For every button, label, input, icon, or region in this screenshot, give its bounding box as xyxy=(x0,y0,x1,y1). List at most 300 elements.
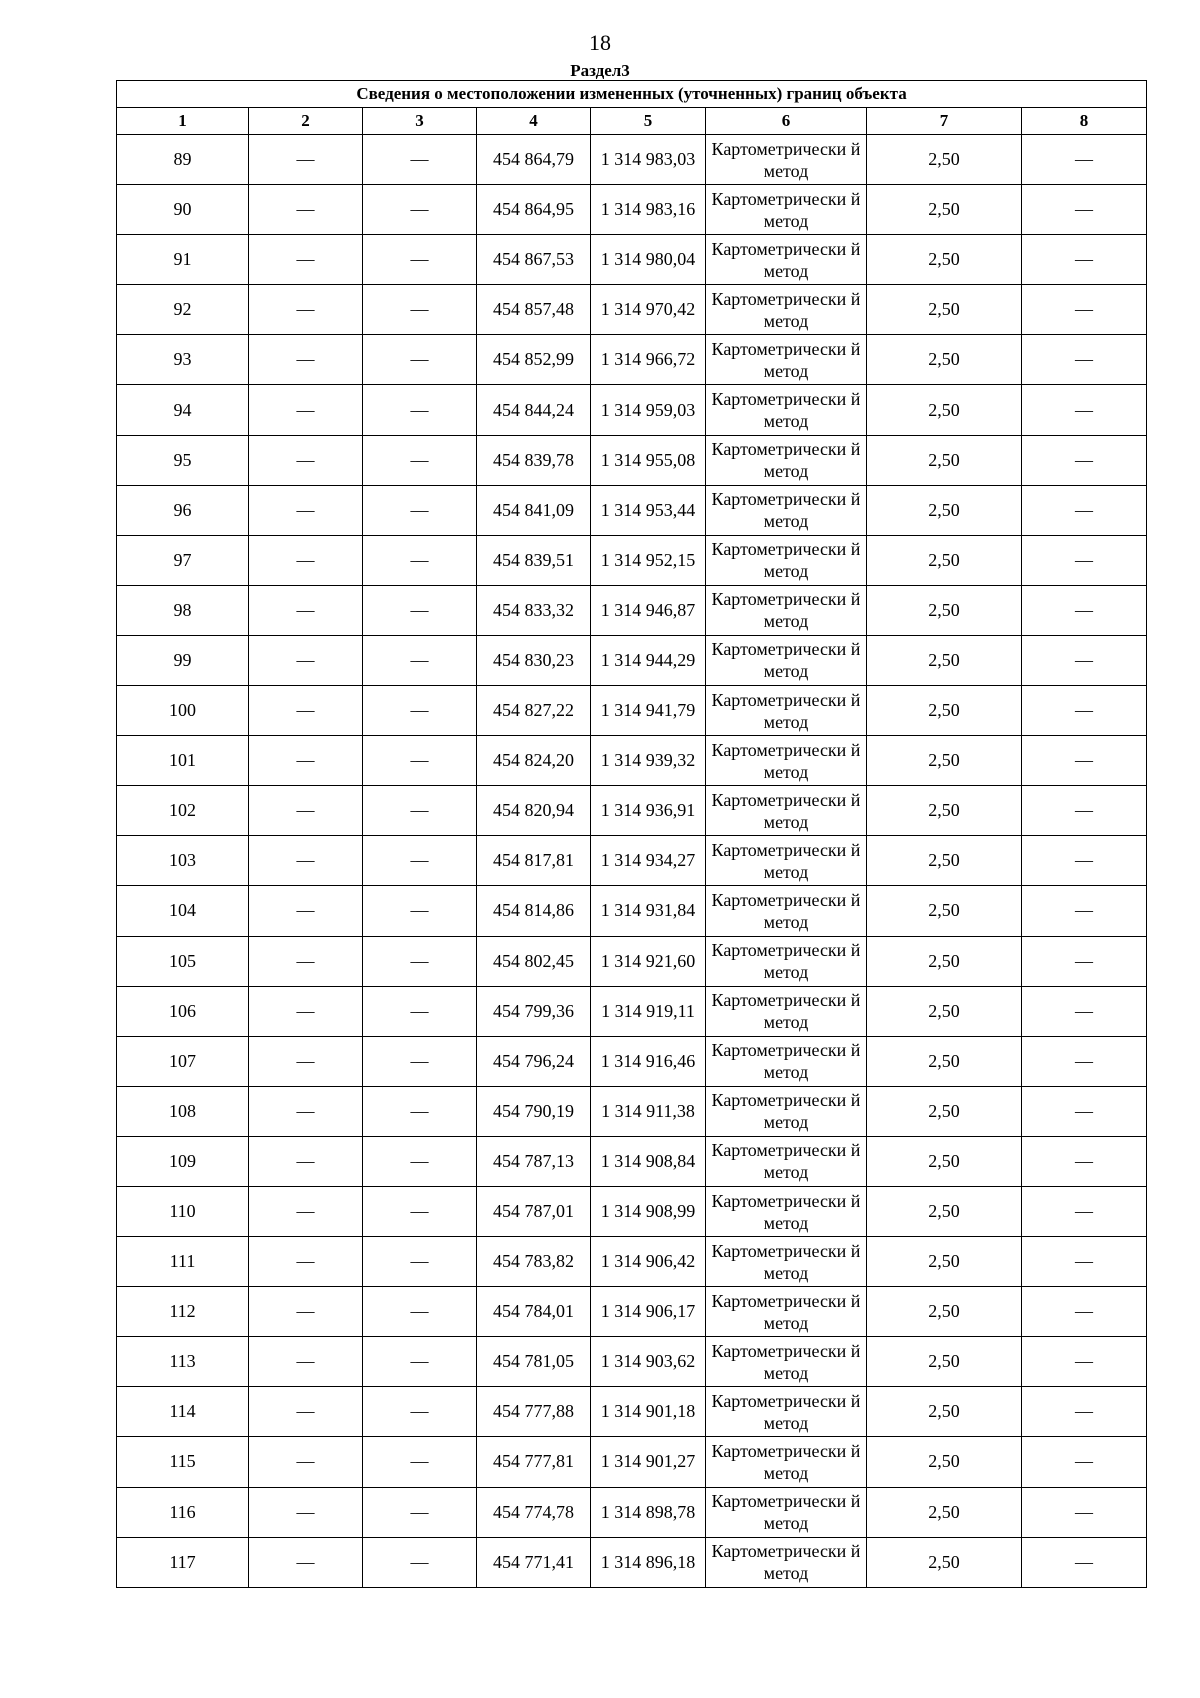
y-coordinate-cell xyxy=(591,1537,706,1587)
y-coordinate-text: 1 314 901,27 xyxy=(600,1451,696,1472)
empty-value-cell xyxy=(363,986,477,1036)
y-coordinate-text: 1 314 939,32 xyxy=(600,750,696,771)
y-coordinate-text: 1 314 936,91 xyxy=(600,800,696,821)
empty-value-text: — xyxy=(296,149,315,170)
y-coordinate-cell xyxy=(591,285,706,335)
x-coordinate-text: 454 857,48 xyxy=(493,299,574,320)
empty-value-text: — xyxy=(296,1100,315,1121)
empty-value-text: — xyxy=(296,750,315,771)
y-coordinate-cell xyxy=(591,1337,706,1387)
accuracy-cell xyxy=(867,786,1022,836)
y-coordinate-text: 1 314 919,11 xyxy=(601,1000,695,1021)
boundary-table xyxy=(116,80,1147,1588)
point-number-cell xyxy=(117,285,249,335)
table-title: Сведения о местоположении измененных (уточненных) границ объекта xyxy=(117,81,1147,108)
empty-value-text: — xyxy=(1075,700,1094,721)
empty-value-text: — xyxy=(1075,599,1094,620)
empty-value-text: — xyxy=(1075,349,1094,370)
empty-value-text: — xyxy=(296,449,315,470)
accuracy-cell xyxy=(867,1337,1022,1387)
empty-value-text: — xyxy=(296,1150,315,1171)
empty-value-cell xyxy=(363,1387,477,1437)
accuracy-cell xyxy=(867,1086,1022,1136)
empty-value-text: — xyxy=(1075,850,1094,871)
empty-value-text: — xyxy=(1075,1251,1094,1272)
empty-value-text: — xyxy=(1075,499,1094,520)
empty-value-cell xyxy=(249,1487,363,1537)
table-row xyxy=(117,1337,1147,1387)
method-text: Картометрически й метод xyxy=(711,739,861,782)
table-row xyxy=(117,535,1147,585)
empty-value-cell xyxy=(249,1186,363,1236)
empty-value-text: — xyxy=(1075,1451,1094,1472)
x-coordinate-cell xyxy=(477,836,591,886)
method-text: Картометрически й метод xyxy=(711,1140,861,1183)
point-number-text: 98 xyxy=(173,599,192,620)
empty-value-text: — xyxy=(296,199,315,220)
empty-value-cell xyxy=(1022,736,1147,786)
method-cell xyxy=(706,135,867,185)
accuracy-cell xyxy=(867,1136,1022,1186)
empty-value-text: — xyxy=(1075,149,1094,170)
y-coordinate-text: 1 314 946,87 xyxy=(600,599,696,620)
x-coordinate-cell xyxy=(477,736,591,786)
empty-value-cell xyxy=(1022,986,1147,1036)
accuracy-text: 2,50 xyxy=(928,299,960,320)
accuracy-cell xyxy=(867,1036,1022,1086)
point-number-cell xyxy=(117,986,249,1036)
accuracy-text: 2,50 xyxy=(928,349,960,370)
method-text: Картометрически й метод xyxy=(711,539,861,582)
column-header: 6 xyxy=(706,108,867,135)
empty-value-text: — xyxy=(296,850,315,871)
empty-value-text: — xyxy=(1075,1301,1094,1322)
empty-value-text: — xyxy=(1075,1050,1094,1071)
empty-value-cell xyxy=(249,635,363,685)
point-number-cell xyxy=(117,736,249,786)
empty-value-text: — xyxy=(410,950,429,971)
table-row xyxy=(117,1237,1147,1287)
empty-value-text: — xyxy=(296,1551,315,1572)
empty-value-cell xyxy=(249,235,363,285)
empty-value-cell xyxy=(363,285,477,335)
empty-value-cell xyxy=(363,1287,477,1337)
empty-value-text: — xyxy=(410,800,429,821)
method-cell xyxy=(706,886,867,936)
empty-value-cell xyxy=(1022,1387,1147,1437)
accuracy-cell xyxy=(867,1387,1022,1437)
table-row xyxy=(117,786,1147,836)
y-coordinate-cell xyxy=(591,936,706,986)
y-coordinate-cell xyxy=(591,1237,706,1287)
empty-value-text: — xyxy=(296,1201,315,1222)
empty-value-text: — xyxy=(1075,1201,1094,1222)
y-coordinate-text: 1 314 921,60 xyxy=(600,950,696,971)
y-coordinate-text: 1 314 896,18 xyxy=(600,1551,696,1572)
method-text: Картометрически й метод xyxy=(711,1040,861,1083)
x-coordinate-cell xyxy=(477,686,591,736)
x-coordinate-cell xyxy=(477,185,591,235)
point-number-cell xyxy=(117,1437,249,1487)
x-coordinate-text: 454 774,78 xyxy=(493,1501,574,1522)
table-row xyxy=(117,1437,1147,1487)
accuracy-text: 2,50 xyxy=(928,649,960,670)
method-cell xyxy=(706,1036,867,1086)
empty-value-cell xyxy=(363,1086,477,1136)
empty-value-text: — xyxy=(410,399,429,420)
x-coordinate-text: 454 852,99 xyxy=(493,349,574,370)
method-text: Картометрически й метод xyxy=(711,389,861,432)
empty-value-cell xyxy=(1022,385,1147,435)
accuracy-cell xyxy=(867,185,1022,235)
x-coordinate-cell xyxy=(477,1186,591,1236)
method-cell xyxy=(706,585,867,635)
point-number-cell xyxy=(117,235,249,285)
point-number-cell xyxy=(117,535,249,585)
accuracy-cell xyxy=(867,385,1022,435)
empty-value-cell xyxy=(249,736,363,786)
empty-value-cell xyxy=(363,135,477,185)
accuracy-text: 2,50 xyxy=(928,950,960,971)
y-coordinate-cell xyxy=(591,235,706,285)
point-number-cell xyxy=(117,585,249,635)
table-row xyxy=(117,1287,1147,1337)
y-coordinate-text: 1 314 959,03 xyxy=(600,399,696,420)
y-coordinate-text: 1 314 983,16 xyxy=(600,199,696,220)
y-coordinate-cell xyxy=(591,185,706,235)
empty-value-cell xyxy=(249,936,363,986)
accuracy-cell xyxy=(867,886,1022,936)
empty-value-text: — xyxy=(1075,800,1094,821)
y-coordinate-cell xyxy=(591,435,706,485)
empty-value-text: — xyxy=(296,1050,315,1071)
y-coordinate-cell xyxy=(591,1086,706,1136)
table-row xyxy=(117,1387,1147,1437)
table-row xyxy=(117,936,1147,986)
point-number-text: 94 xyxy=(173,399,192,420)
table-row xyxy=(117,185,1147,235)
method-cell xyxy=(706,485,867,535)
table-row xyxy=(117,736,1147,786)
accuracy-text: 2,50 xyxy=(928,1401,960,1422)
point-number-cell xyxy=(117,1186,249,1236)
method-cell xyxy=(706,1537,867,1587)
point-number-cell xyxy=(117,185,249,235)
y-coordinate-text: 1 314 983,03 xyxy=(600,149,696,170)
method-text: Картометрически й метод xyxy=(711,839,861,882)
y-coordinate-cell xyxy=(591,1136,706,1186)
accuracy-text: 2,50 xyxy=(928,700,960,721)
method-cell xyxy=(706,786,867,836)
empty-value-cell xyxy=(363,1337,477,1387)
empty-value-cell xyxy=(363,1437,477,1487)
y-coordinate-cell xyxy=(591,986,706,1036)
y-coordinate-cell xyxy=(591,886,706,936)
x-coordinate-text: 454 820,94 xyxy=(493,800,574,821)
y-coordinate-cell xyxy=(591,485,706,535)
empty-value-text: — xyxy=(410,1351,429,1372)
point-number-text: 112 xyxy=(169,1301,196,1322)
method-cell xyxy=(706,1136,867,1186)
point-number-text: 99 xyxy=(173,649,192,670)
x-coordinate-text: 454 790,19 xyxy=(493,1100,574,1121)
method-cell xyxy=(706,235,867,285)
accuracy-cell xyxy=(867,535,1022,585)
empty-value-cell xyxy=(249,1337,363,1387)
x-coordinate-text: 454 802,45 xyxy=(493,950,574,971)
x-coordinate-cell xyxy=(477,1487,591,1537)
empty-value-cell xyxy=(363,686,477,736)
empty-value-cell xyxy=(1022,335,1147,385)
empty-value-cell xyxy=(249,385,363,435)
empty-value-text: — xyxy=(1075,449,1094,470)
empty-value-cell xyxy=(363,1186,477,1236)
empty-value-text: — xyxy=(410,900,429,921)
y-coordinate-text: 1 314 955,08 xyxy=(600,449,696,470)
empty-value-text: — xyxy=(1075,950,1094,971)
x-coordinate-cell xyxy=(477,936,591,986)
x-coordinate-text: 454 839,78 xyxy=(493,449,574,470)
accuracy-text: 2,50 xyxy=(928,449,960,470)
empty-value-text: — xyxy=(410,1201,429,1222)
empty-value-text: — xyxy=(296,950,315,971)
point-number-text: 109 xyxy=(169,1150,196,1171)
empty-value-cell xyxy=(363,185,477,235)
accuracy-text: 2,50 xyxy=(928,1451,960,1472)
x-coordinate-cell xyxy=(477,635,591,685)
page-number: 18 xyxy=(589,30,611,55)
column-header: 7 xyxy=(867,108,1022,135)
empty-value-cell xyxy=(363,635,477,685)
accuracy-cell xyxy=(867,135,1022,185)
y-coordinate-text: 1 314 952,15 xyxy=(600,549,696,570)
point-number-cell xyxy=(117,435,249,485)
method-text: Картометрически й метод xyxy=(711,138,861,181)
table-body xyxy=(117,81,1147,1588)
x-coordinate-cell xyxy=(477,886,591,936)
table-row xyxy=(117,435,1147,485)
y-coordinate-text: 1 314 898,78 xyxy=(600,1501,696,1522)
empty-value-cell xyxy=(363,1036,477,1086)
accuracy-text: 2,50 xyxy=(928,499,960,520)
y-coordinate-cell xyxy=(591,1487,706,1537)
point-number-text: 115 xyxy=(169,1451,196,1472)
accuracy-text: 2,50 xyxy=(928,1251,960,1272)
empty-value-cell xyxy=(249,135,363,185)
section-label: Раздел3 xyxy=(570,61,630,80)
x-coordinate-text: 454 783,82 xyxy=(493,1251,574,1272)
empty-value-cell xyxy=(1022,485,1147,535)
empty-value-cell xyxy=(1022,786,1147,836)
y-coordinate-text: 1 314 906,17 xyxy=(600,1301,696,1322)
empty-value-cell xyxy=(363,836,477,886)
point-number-text: 89 xyxy=(173,149,192,170)
y-coordinate-text: 1 314 908,99 xyxy=(600,1201,696,1222)
y-coordinate-cell xyxy=(591,535,706,585)
empty-value-text: — xyxy=(296,299,315,320)
empty-value-cell xyxy=(1022,235,1147,285)
point-number-cell xyxy=(117,1337,249,1387)
column-header: 4 xyxy=(477,108,591,135)
point-number-text: 113 xyxy=(169,1351,196,1372)
empty-value-text: — xyxy=(410,199,429,220)
empty-value-text: — xyxy=(296,549,315,570)
empty-value-text: — xyxy=(1075,1401,1094,1422)
point-number-text: 91 xyxy=(173,249,192,270)
table-row xyxy=(117,1036,1147,1086)
method-text: Картометрически й метод xyxy=(711,1290,861,1333)
accuracy-cell xyxy=(867,635,1022,685)
method-cell xyxy=(706,435,867,485)
method-text: Картометрически й метод xyxy=(711,338,861,381)
empty-value-cell xyxy=(363,485,477,535)
empty-value-cell xyxy=(363,535,477,585)
y-coordinate-cell xyxy=(591,335,706,385)
empty-value-cell xyxy=(363,335,477,385)
empty-value-cell xyxy=(249,185,363,235)
accuracy-cell xyxy=(867,235,1022,285)
method-text: Картометрически й метод xyxy=(711,1090,861,1133)
y-coordinate-text: 1 314 931,84 xyxy=(600,900,696,921)
method-text: Картометрически й метод xyxy=(711,1491,861,1534)
accuracy-cell xyxy=(867,335,1022,385)
empty-value-cell xyxy=(1022,836,1147,886)
empty-value-text: — xyxy=(296,249,315,270)
empty-value-cell xyxy=(1022,185,1147,235)
empty-value-cell xyxy=(1022,1487,1147,1537)
empty-value-cell xyxy=(249,1136,363,1186)
x-coordinate-text: 454 841,09 xyxy=(493,499,574,520)
x-coordinate-text: 454 864,95 xyxy=(493,199,574,220)
point-number-text: 105 xyxy=(169,950,196,971)
x-coordinate-text: 454 787,01 xyxy=(493,1201,574,1222)
empty-value-cell xyxy=(363,385,477,435)
table-row xyxy=(117,986,1147,1036)
empty-value-cell xyxy=(363,886,477,936)
x-coordinate-cell xyxy=(477,435,591,485)
y-coordinate-text: 1 314 953,44 xyxy=(600,499,696,520)
point-number-cell xyxy=(117,786,249,836)
empty-value-text: — xyxy=(1075,1000,1094,1021)
point-number-text: 101 xyxy=(169,750,196,771)
empty-value-text: — xyxy=(410,750,429,771)
empty-value-cell xyxy=(1022,1237,1147,1287)
empty-value-text: — xyxy=(410,1551,429,1572)
x-coordinate-cell xyxy=(477,1437,591,1487)
y-coordinate-text: 1 314 906,42 xyxy=(600,1251,696,1272)
method-cell xyxy=(706,836,867,886)
accuracy-cell xyxy=(867,485,1022,535)
y-coordinate-text: 1 314 911,38 xyxy=(601,1100,695,1121)
method-cell xyxy=(706,385,867,435)
method-text: Картометрически й метод xyxy=(711,238,861,281)
y-coordinate-cell xyxy=(591,1287,706,1337)
empty-value-text: — xyxy=(1075,1551,1094,1572)
point-number-text: 110 xyxy=(169,1201,196,1222)
empty-value-text: — xyxy=(1075,299,1094,320)
method-text: Картометрически й метод xyxy=(711,1240,861,1283)
empty-value-cell xyxy=(1022,585,1147,635)
table-row xyxy=(117,135,1147,185)
empty-value-cell xyxy=(249,1437,363,1487)
point-number-cell xyxy=(117,936,249,986)
method-text: Картометрически й метод xyxy=(711,589,861,632)
x-coordinate-text: 454 844,24 xyxy=(493,399,574,420)
empty-value-cell xyxy=(1022,1437,1147,1487)
point-number-cell xyxy=(117,1387,249,1437)
method-text: Картометрически й метод xyxy=(711,1440,861,1483)
y-coordinate-cell xyxy=(591,836,706,886)
column-header: 5 xyxy=(591,108,706,135)
empty-value-text: — xyxy=(1075,649,1094,670)
empty-value-text: — xyxy=(1075,900,1094,921)
column-header: 3 xyxy=(363,108,477,135)
method-text: Картометрически й метод xyxy=(711,789,861,832)
empty-value-cell xyxy=(1022,1337,1147,1387)
empty-value-text: — xyxy=(410,1100,429,1121)
accuracy-text: 2,50 xyxy=(928,1551,960,1572)
point-number-text: 108 xyxy=(169,1100,196,1121)
point-number-cell xyxy=(117,1237,249,1287)
x-coordinate-text: 454 827,22 xyxy=(493,700,574,721)
table-row xyxy=(117,886,1147,936)
empty-value-cell xyxy=(249,786,363,836)
point-number-cell xyxy=(117,886,249,936)
empty-value-cell xyxy=(249,986,363,1036)
column-header: 2 xyxy=(249,108,363,135)
empty-value-cell xyxy=(249,485,363,535)
method-cell xyxy=(706,635,867,685)
empty-value-text: — xyxy=(410,1150,429,1171)
empty-value-cell xyxy=(363,936,477,986)
empty-value-text: — xyxy=(296,800,315,821)
empty-value-cell xyxy=(363,1537,477,1587)
table-title-row xyxy=(117,81,1147,108)
empty-value-cell xyxy=(1022,285,1147,335)
empty-value-text: — xyxy=(410,549,429,570)
empty-value-text: — xyxy=(296,900,315,921)
x-coordinate-cell xyxy=(477,786,591,836)
y-coordinate-text: 1 314 934,27 xyxy=(600,850,696,871)
empty-value-cell xyxy=(1022,435,1147,485)
method-cell xyxy=(706,1487,867,1537)
empty-value-text: — xyxy=(410,1451,429,1472)
point-number-text: 111 xyxy=(169,1251,196,1272)
empty-value-cell xyxy=(1022,135,1147,185)
point-number-text: 114 xyxy=(169,1401,196,1422)
method-cell xyxy=(706,1337,867,1387)
column-header: 8 xyxy=(1022,108,1147,135)
empty-value-cell xyxy=(249,836,363,886)
method-text: Картометрически й метод xyxy=(711,889,861,932)
y-coordinate-cell xyxy=(591,736,706,786)
x-coordinate-text: 454 796,24 xyxy=(493,1050,574,1071)
y-coordinate-cell xyxy=(591,1437,706,1487)
empty-value-cell xyxy=(1022,1136,1147,1186)
y-coordinate-cell xyxy=(591,585,706,635)
method-text: Картометрически й метод xyxy=(711,489,861,532)
empty-value-text: — xyxy=(296,1301,315,1322)
point-number-text: 104 xyxy=(169,900,196,921)
accuracy-cell xyxy=(867,986,1022,1036)
accuracy-text: 2,50 xyxy=(928,1000,960,1021)
accuracy-cell xyxy=(867,285,1022,335)
method-cell xyxy=(706,535,867,585)
x-coordinate-text: 454 777,88 xyxy=(493,1401,574,1422)
empty-value-text: — xyxy=(410,700,429,721)
x-coordinate-text: 454 833,32 xyxy=(493,599,574,620)
empty-value-cell xyxy=(363,585,477,635)
